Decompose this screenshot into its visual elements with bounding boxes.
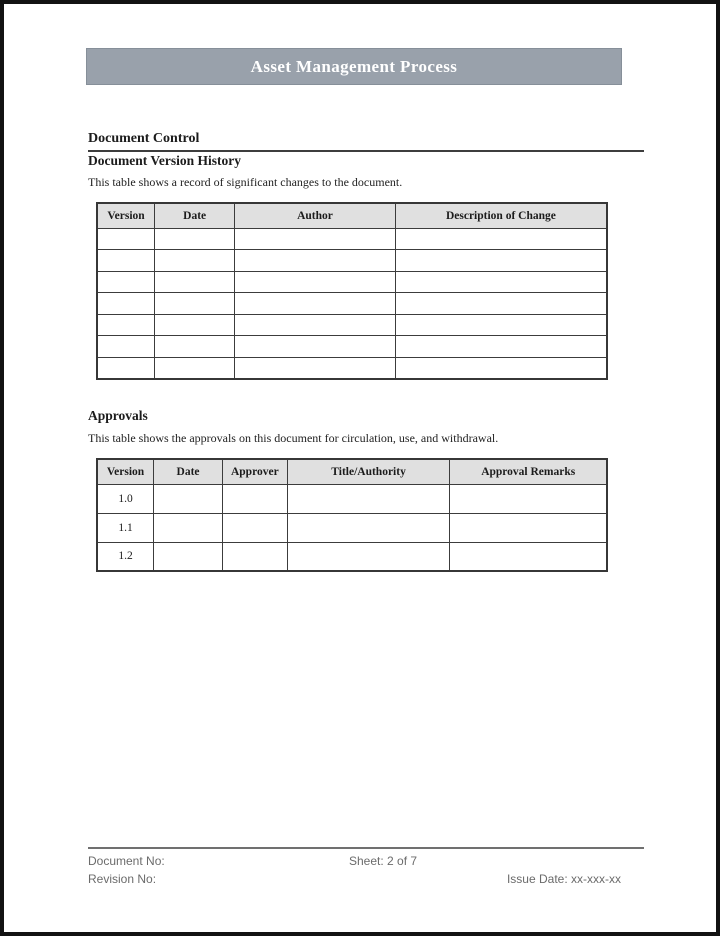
column-header: Version — [97, 203, 155, 228]
table-cell — [97, 336, 155, 358]
table-cell — [395, 228, 607, 250]
table-row — [97, 513, 607, 542]
table-cell — [97, 293, 155, 315]
table-cell — [222, 542, 287, 571]
table-row — [97, 336, 607, 358]
table-cell — [154, 484, 223, 513]
table-cell: 1.1 — [97, 513, 154, 542]
table-cell — [155, 271, 235, 293]
subsection-heading-approvals: Approvals — [88, 408, 148, 423]
table-cell — [97, 314, 155, 336]
table-cell — [155, 336, 235, 358]
table-row — [97, 542, 607, 571]
column-header: Date — [154, 459, 223, 484]
table-cell — [395, 314, 607, 336]
table-cell — [235, 314, 396, 336]
document-title: Asset Management Process — [250, 56, 458, 76]
table-cell — [287, 513, 450, 542]
table-cell — [97, 357, 155, 379]
column-header: Version — [97, 459, 154, 484]
table-row — [97, 250, 607, 272]
revision-no-label: Revision No: — [88, 872, 157, 886]
section-heading-document-control: Document Control — [88, 131, 644, 152]
document-title-bar — [86, 48, 622, 85]
table-cell — [155, 228, 235, 250]
table-cell — [287, 542, 450, 571]
document-no-label: Document No: — [88, 854, 165, 868]
table-header-row — [97, 459, 607, 484]
sheet-number-label: Sheet: 2 of 7 — [349, 854, 418, 868]
table-cell — [395, 250, 607, 272]
table-cell — [287, 484, 450, 513]
table-row — [97, 357, 607, 379]
table-cell — [395, 357, 607, 379]
column-header: Approver — [222, 459, 287, 484]
approvals-description: This table shows the approvals on this document for circulation, use, and withdrawal. — [88, 431, 499, 445]
table-header-row — [97, 203, 607, 228]
table-cell — [235, 293, 396, 315]
column-header: Date — [155, 203, 235, 228]
approvals-table — [96, 458, 608, 572]
table-cell — [235, 228, 396, 250]
table-cell — [155, 250, 235, 272]
version-history-table — [96, 202, 608, 380]
table-cell — [155, 357, 235, 379]
table-cell — [235, 250, 396, 272]
table-cell — [235, 357, 396, 379]
table-cell — [395, 293, 607, 315]
column-header: Author — [235, 203, 396, 228]
column-header: Title/Authority — [287, 459, 450, 484]
footer-row-1 — [88, 852, 644, 870]
table-row — [97, 484, 607, 513]
column-header: Description of Change — [395, 203, 607, 228]
table-cell — [235, 336, 396, 358]
table-cell — [155, 293, 235, 315]
table-cell — [450, 513, 607, 542]
table-cell — [450, 484, 607, 513]
table-cell — [155, 314, 235, 336]
subsection-heading-version-history: Document Version History — [88, 153, 241, 168]
page-footer — [88, 847, 644, 888]
table-row — [97, 271, 607, 293]
table-cell — [222, 513, 287, 542]
table-cell: 1.0 — [97, 484, 154, 513]
table-row — [97, 314, 607, 336]
table-cell: 1.2 — [97, 542, 154, 571]
table-cell — [395, 336, 607, 358]
issue-date-label: Issue Date: xx-xxx-xx — [506, 872, 621, 886]
table-cell — [235, 271, 396, 293]
column-header: Approval Remarks — [450, 459, 607, 484]
table-row — [97, 293, 607, 315]
table-cell — [222, 484, 287, 513]
version-history-description: This table shows a record of significant changes to the document. — [88, 175, 403, 189]
footer-row-2 — [88, 870, 644, 888]
table-cell — [97, 271, 155, 293]
table-cell — [154, 513, 223, 542]
table-cell — [97, 250, 155, 272]
table-cell — [450, 542, 607, 571]
table-row — [97, 228, 607, 250]
table-cell — [154, 542, 223, 571]
table-cell — [395, 271, 607, 293]
table-cell — [97, 228, 155, 250]
